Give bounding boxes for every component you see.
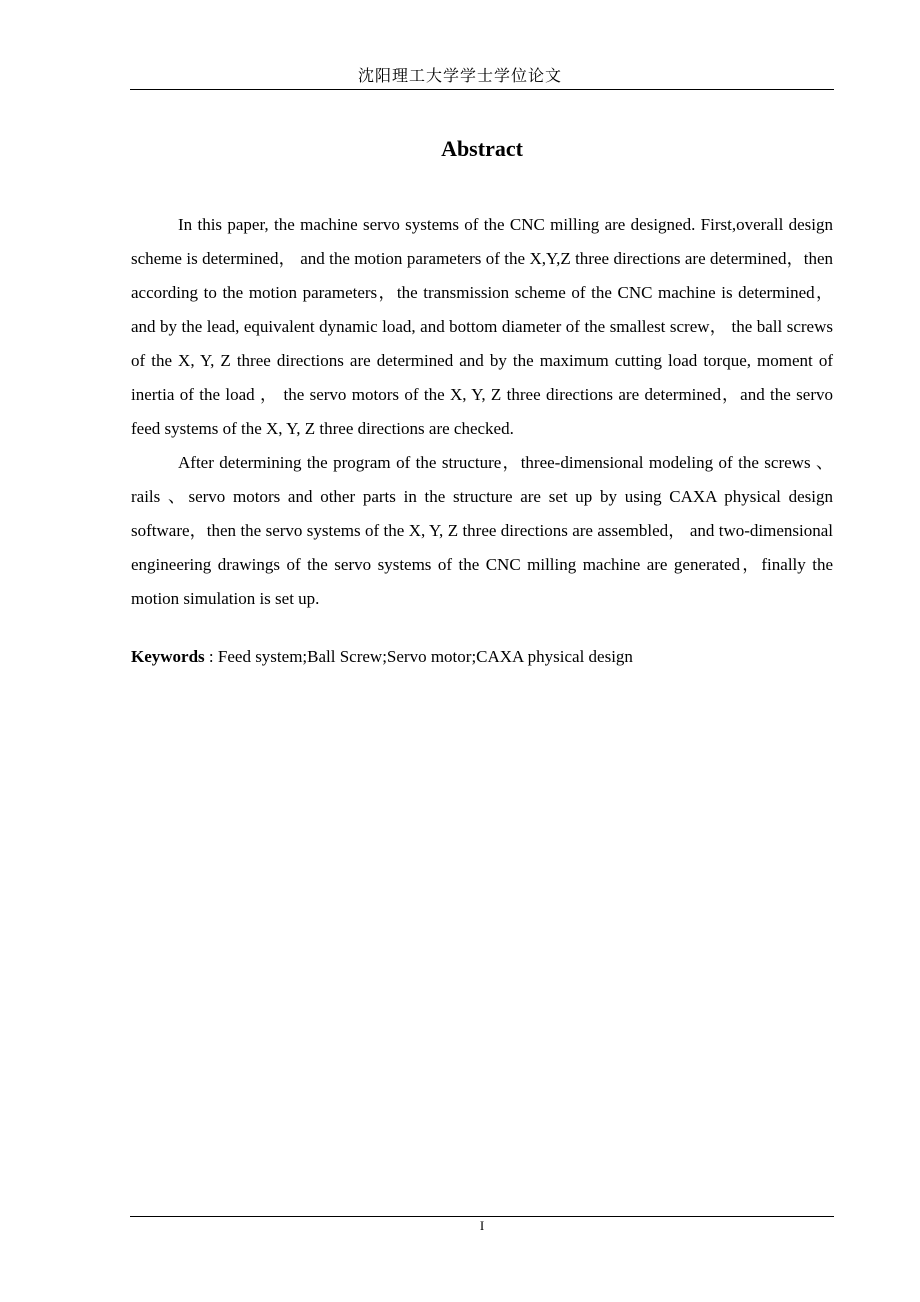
keywords-line xyxy=(131,640,833,674)
running-header: 沈阳理工大学学士学位论文 xyxy=(357,68,562,85)
keywords-text: : Feed system;Ball Screw;Servo motor;CAXA physical design xyxy=(204,647,633,666)
abstract-heading: Abstract xyxy=(441,136,523,161)
abstract-paragraph-1: In this paper, the machine servo systems of the CNC milling are designed. First,overall design scheme is determined， and the motion parameters of the X,Y,Z three directions are determined，then according to the motion parameters，the transmission scheme of the CNC machine is determined，and by the lead, equivalent dynamic load, and bottom diameter of the smallest screw， the ball screws of the X, Y, Z three directions are determined and by the maximum cutting load torque, moment of inertia of the load ， the servo motors of the X, Y, Z three directions are determined，and the servo feed systems of the X, Y, Z three directions are checked. xyxy=(131,215,833,438)
footer-rule xyxy=(130,1216,834,1217)
header-rule xyxy=(130,89,834,90)
abstract-paragraph-2: After determining the program of the structure，three-dimensional modeling of the screws 、rails 、servo motors and other parts in the structure are set up by using CAXA physical design software，then the servo systems of the X, Y, Z three directions are assembled， and two-dimensional engineering drawings of the servo systems of the CNC milling machine are generated，finally the motion simulation is set up. xyxy=(131,453,833,608)
page-number: I xyxy=(479,1218,485,1233)
keywords-label: Keywords xyxy=(131,647,205,666)
abstract-body xyxy=(131,208,833,674)
